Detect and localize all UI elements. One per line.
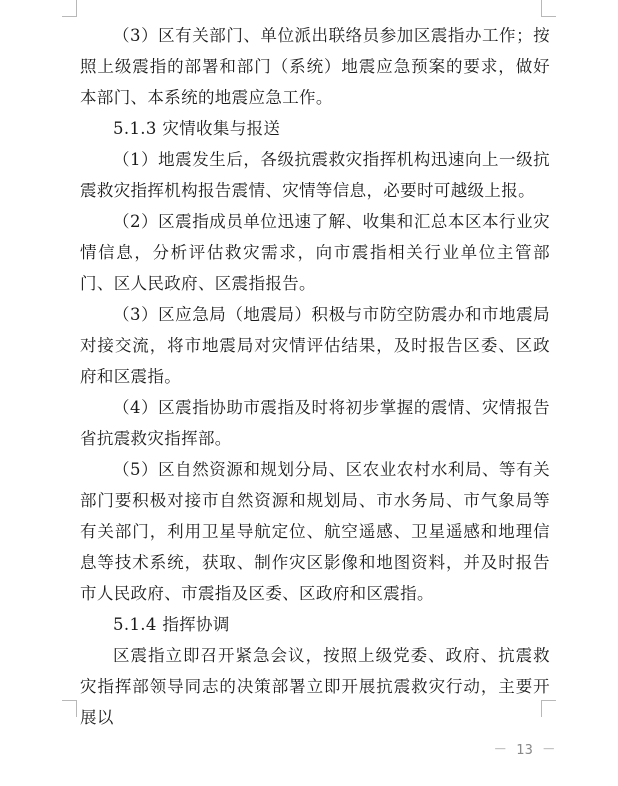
paragraph-1-report: （1）地震发生后，各级抗震救灾指挥机构迅速向上一级抗震救灾指挥机构报告震情、灾情等信息，必要时可越级上报。 bbox=[80, 150, 550, 200]
paragraph-3-emergency-bureau: （3）区应急局（地震局）积极与市防空防震办和市地震局对接交流，将市地震局对灾情评估结果，及时报告区委、区政府和区震指。 bbox=[80, 305, 550, 386]
paragraph-3-liaison: （3）区有关部门、单位派出联络员参加区震指办工作；按照上级震指的部署和部门（系统）地震应急预案的要求，做好本部门、本系统的地震应急工作。 bbox=[80, 26, 550, 107]
crop-mark-bottom-left bbox=[62, 700, 77, 717]
paragraph-2-collect: （2）区震指成员单位迅速了解、收集和汇总本区本行业灾情信息，分析评估救灾需求，向市震指相关行业单位主管部门、区人民政府、区震指报告。 bbox=[80, 212, 550, 293]
document-body bbox=[80, 20, 550, 733]
crop-mark-top-left bbox=[62, 0, 77, 17]
section-heading-5-1-3: 5.1.3 灾情收集与报送 bbox=[113, 119, 281, 138]
crop-mark-top-right bbox=[541, 0, 556, 17]
page-number: － 13 － bbox=[493, 742, 556, 758]
paragraph-4-assist: （4）区震指协助市震指及时将初步掌握的震情、灾情报告省抗震救灾指挥部。 bbox=[80, 398, 550, 448]
paragraph-command-meeting: 区震指立即召开紧急会议，按照上级党委、政府、抗震救灾指挥部领导同志的决策部署立即开展抗震救灾行动，主要开展以 bbox=[80, 646, 550, 727]
paragraph-5-natural-resources: （5）区自然资源和规划分局、区农业农村水利局、等有关部门要积极对接市自然资源和规划局、市水务局、市气象局等有关部门，利用卫星导航定位、航空遥感、卫星遥感和地理信息等技术系统，获取、制作灾区影像和地图资料，并及时报告市人民政府、市震指及区委、区政府和区震指。 bbox=[80, 460, 550, 603]
section-heading-5-1-4: 5.1.4 指挥协调 bbox=[113, 615, 230, 634]
